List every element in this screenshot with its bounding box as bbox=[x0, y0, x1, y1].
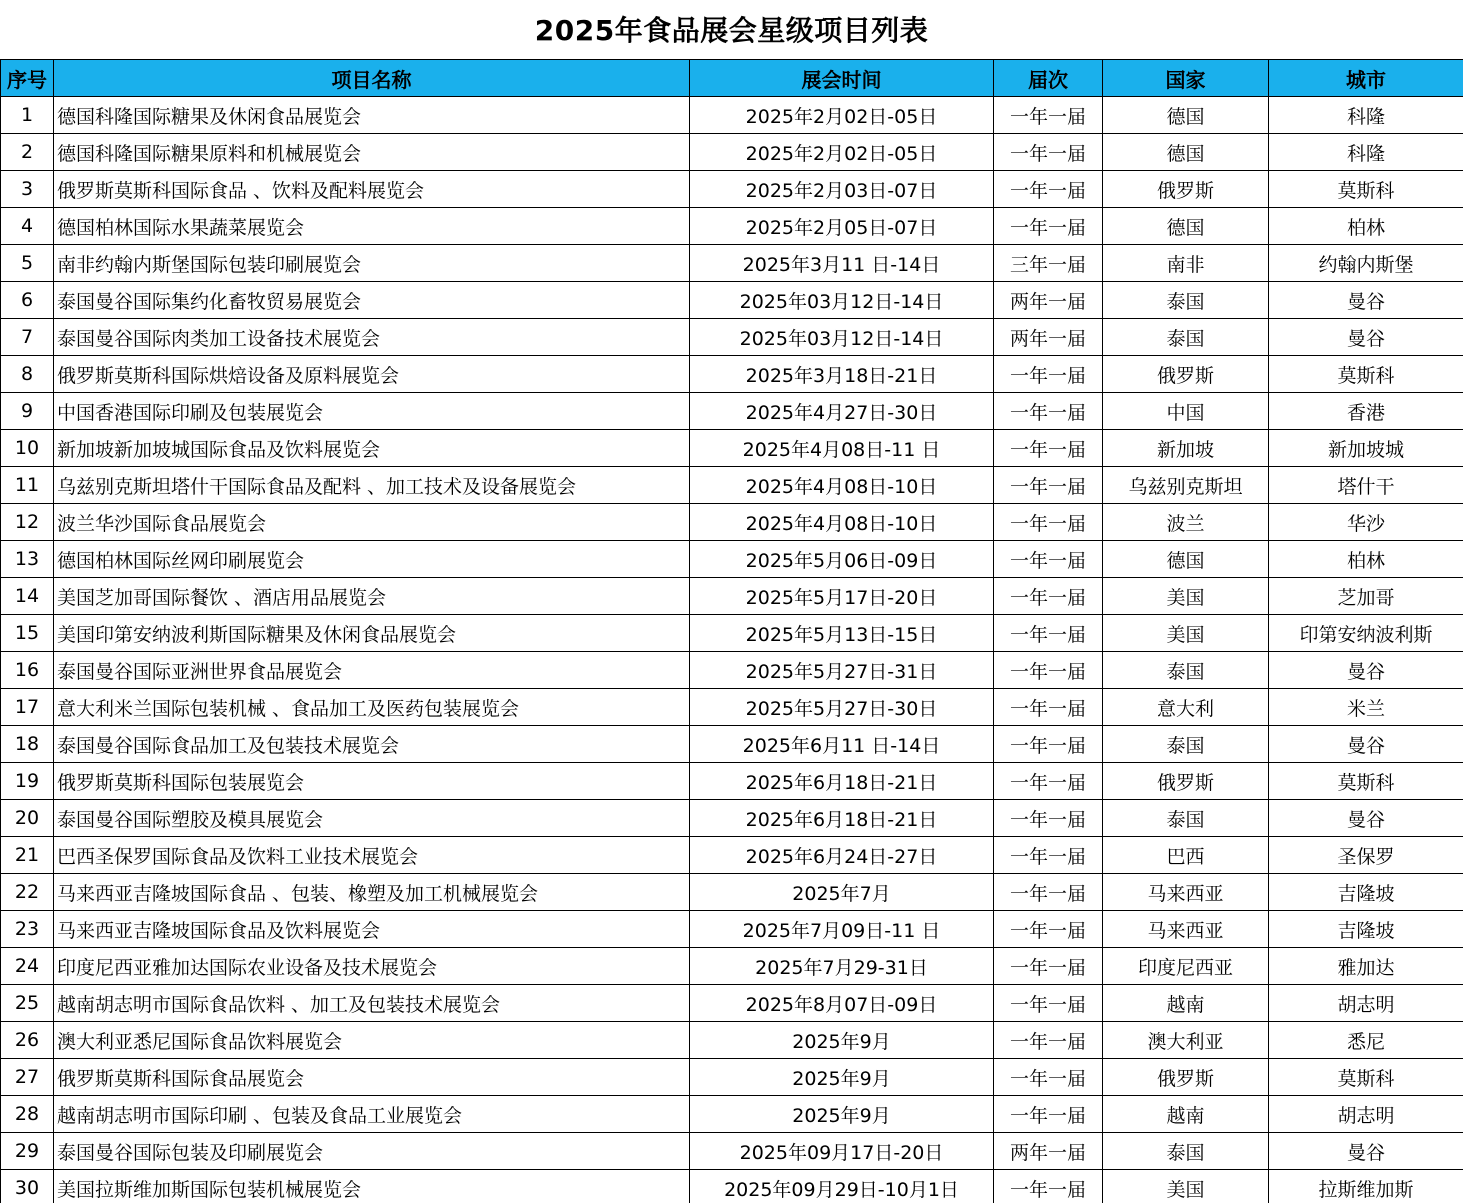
table-row bbox=[1, 1170, 1463, 1203]
cell-country[interactable]: 越南 bbox=[1103, 985, 1269, 1022]
cell-time[interactable]: 2025年2月02日-05日 bbox=[690, 97, 994, 134]
cell-country[interactable]: 马来西亚 bbox=[1103, 874, 1269, 911]
table-row bbox=[1, 245, 1463, 282]
cell-city[interactable]: 柏林 bbox=[1269, 541, 1463, 578]
table-row bbox=[1, 1096, 1463, 1133]
cell-city[interactable]: 悉尼 bbox=[1269, 1022, 1463, 1059]
cell-name[interactable]: 泰国曼谷国际食品加工及包装技术展览会 bbox=[54, 726, 690, 763]
cell-no[interactable]: 7 bbox=[1, 319, 54, 356]
cell-time[interactable]: 2025年5月27日-30日 bbox=[690, 689, 994, 726]
cell-frequency[interactable]: 一年一届 bbox=[994, 393, 1103, 430]
cell-frequency[interactable]: 一年一届 bbox=[994, 541, 1103, 578]
cell-time[interactable]: 2025年3月11 日-14日 bbox=[690, 245, 994, 282]
cell-name[interactable]: 意大利米兰国际包装机械 、食品加工及医药包装展览会 bbox=[54, 689, 690, 726]
table-row bbox=[1, 319, 1463, 356]
cell-name[interactable]: 中国香港国际印刷及包装展览会 bbox=[54, 393, 690, 430]
table-row bbox=[1, 1022, 1463, 1059]
cell-no[interactable]: 12 bbox=[1, 504, 54, 541]
table-row bbox=[1, 356, 1463, 393]
cell-frequency[interactable]: 一年一届 bbox=[994, 726, 1103, 763]
table-row bbox=[1, 911, 1463, 948]
cell-no[interactable]: 6 bbox=[1, 282, 54, 319]
cell-no[interactable]: 16 bbox=[1, 652, 54, 689]
cell-frequency[interactable]: 一年一届 bbox=[994, 208, 1103, 245]
cell-frequency[interactable]: 三年一届 bbox=[994, 245, 1103, 282]
cell-no[interactable]: 18 bbox=[1, 726, 54, 763]
cell-name[interactable]: 巴西圣保罗国际食品及饮料工业技术展览会 bbox=[54, 837, 690, 874]
cell-frequency[interactable]: 两年一届 bbox=[994, 319, 1103, 356]
table-row bbox=[1, 726, 1463, 763]
cell-country[interactable]: 德国 bbox=[1103, 208, 1269, 245]
cell-city[interactable]: 莫斯科 bbox=[1269, 1059, 1463, 1096]
cell-frequency[interactable]: 一年一届 bbox=[994, 911, 1103, 948]
cell-frequency[interactable]: 一年一届 bbox=[994, 356, 1103, 393]
cell-name[interactable]: 新加坡新加坡城国际食品及饮料展览会 bbox=[54, 430, 690, 467]
cell-country[interactable]: 泰国 bbox=[1103, 726, 1269, 763]
cell-no[interactable]: 15 bbox=[1, 615, 54, 652]
table-row bbox=[1, 97, 1463, 134]
cell-no[interactable]: 14 bbox=[1, 578, 54, 615]
cell-country[interactable]: 马来西亚 bbox=[1103, 911, 1269, 948]
cell-time[interactable]: 2025年9月 bbox=[690, 1059, 994, 1096]
cell-name[interactable]: 泰国曼谷国际包装及印刷展览会 bbox=[54, 1133, 690, 1170]
cell-no[interactable]: 19 bbox=[1, 763, 54, 800]
cell-country[interactable]: 泰国 bbox=[1103, 800, 1269, 837]
cell-frequency[interactable]: 一年一届 bbox=[994, 689, 1103, 726]
cell-name[interactable]: 德国科隆国际糖果及休闲食品展览会 bbox=[54, 97, 690, 134]
table-row bbox=[1, 171, 1463, 208]
cell-time[interactable]: 2025年7月 bbox=[690, 874, 994, 911]
cell-city[interactable]: 莫斯科 bbox=[1269, 171, 1463, 208]
cell-city[interactable]: 柏林 bbox=[1269, 208, 1463, 245]
cell-frequency[interactable]: 一年一届 bbox=[994, 763, 1103, 800]
cell-name[interactable]: 印度尼西亚雅加达国际农业设备及技术展览会 bbox=[54, 948, 690, 985]
cell-name[interactable]: 泰国曼谷国际集约化畜牧贸易展览会 bbox=[54, 282, 690, 319]
table-row bbox=[1, 578, 1463, 615]
cell-country[interactable]: 德国 bbox=[1103, 97, 1269, 134]
cell-name[interactable]: 越南胡志明市国际印刷 、包装及食品工业展览会 bbox=[54, 1096, 690, 1133]
cell-time[interactable]: 2025年4月08日-10日 bbox=[690, 467, 994, 504]
cell-frequency[interactable]: 一年一届 bbox=[994, 837, 1103, 874]
cell-name[interactable]: 澳大利亚悉尼国际食品饮料展览会 bbox=[54, 1022, 690, 1059]
cell-city[interactable]: 曼谷 bbox=[1269, 1133, 1463, 1170]
cell-country[interactable]: 泰国 bbox=[1103, 282, 1269, 319]
cell-name[interactable]: 越南胡志明市国际食品饮料 、加工及包装技术展览会 bbox=[54, 985, 690, 1022]
cell-country[interactable]: 俄罗斯 bbox=[1103, 763, 1269, 800]
sheet-title: 2025年食品展会星级项目列表 bbox=[534, 14, 929, 47]
cell-country[interactable]: 德国 bbox=[1103, 134, 1269, 171]
cell-city[interactable]: 新加坡城 bbox=[1269, 430, 1463, 467]
cell-country[interactable]: 泰国 bbox=[1103, 652, 1269, 689]
cell-time[interactable]: 2025年9月 bbox=[690, 1096, 994, 1133]
cell-country[interactable]: 泰国 bbox=[1103, 319, 1269, 356]
cell-country[interactable]: 澳大利亚 bbox=[1103, 1022, 1269, 1059]
cell-no[interactable]: 3 bbox=[1, 171, 54, 208]
cell-country[interactable]: 美国 bbox=[1103, 615, 1269, 652]
cell-no[interactable]: 4 bbox=[1, 208, 54, 245]
cell-no[interactable]: 26 bbox=[1, 1022, 54, 1059]
cell-time[interactable]: 2025年5月06日-09日 bbox=[690, 541, 994, 578]
table-row bbox=[1, 134, 1463, 171]
cell-country[interactable]: 俄罗斯 bbox=[1103, 1059, 1269, 1096]
cell-city[interactable]: 吉隆坡 bbox=[1269, 911, 1463, 948]
cell-frequency[interactable]: 一年一届 bbox=[994, 1096, 1103, 1133]
table-row bbox=[1, 504, 1463, 541]
cell-frequency[interactable]: 一年一届 bbox=[994, 171, 1103, 208]
table-row bbox=[1, 467, 1463, 504]
table-body bbox=[1, 97, 1463, 1203]
cell-name[interactable]: 德国柏林国际丝网印刷展览会 bbox=[54, 541, 690, 578]
cell-city[interactable]: 科隆 bbox=[1269, 97, 1463, 134]
table-row bbox=[1, 837, 1463, 874]
table-row bbox=[1, 985, 1463, 1022]
cell-no[interactable]: 28 bbox=[1, 1096, 54, 1133]
table-row bbox=[1, 874, 1463, 911]
cell-frequency[interactable]: 一年一届 bbox=[994, 652, 1103, 689]
cell-time[interactable]: 2025年4月08日-10日 bbox=[690, 504, 994, 541]
cell-frequency[interactable]: 一年一届 bbox=[994, 430, 1103, 467]
cell-frequency[interactable]: 两年一届 bbox=[994, 282, 1103, 319]
cell-frequency[interactable]: 一年一届 bbox=[994, 874, 1103, 911]
cell-city[interactable]: 莫斯科 bbox=[1269, 356, 1463, 393]
table-row bbox=[1, 541, 1463, 578]
cell-country[interactable]: 俄罗斯 bbox=[1103, 356, 1269, 393]
cell-time[interactable]: 2025年09月17日-20日 bbox=[690, 1133, 994, 1170]
cell-frequency[interactable]: 一年一届 bbox=[994, 1170, 1103, 1203]
cell-name[interactable]: 马来西亚吉隆坡国际食品及饮料展览会 bbox=[54, 911, 690, 948]
cell-frequency[interactable]: 一年一届 bbox=[994, 578, 1103, 615]
cell-time[interactable]: 2025年6月24日-27日 bbox=[690, 837, 994, 874]
cell-frequency[interactable]: 一年一届 bbox=[994, 467, 1103, 504]
cell-city[interactable]: 胡志明 bbox=[1269, 1096, 1463, 1133]
cell-time[interactable]: 2025年03月12日-14日 bbox=[690, 319, 994, 356]
cell-no[interactable]: 23 bbox=[1, 911, 54, 948]
cell-no[interactable]: 25 bbox=[1, 985, 54, 1022]
cell-name[interactable]: 南非约翰内斯堡国际包装印刷展览会 bbox=[54, 245, 690, 282]
cell-no[interactable]: 27 bbox=[1, 1059, 54, 1096]
cell-no[interactable]: 5 bbox=[1, 245, 54, 282]
cell-name[interactable]: 泰国曼谷国际肉类加工设备技术展览会 bbox=[54, 319, 690, 356]
cell-time[interactable]: 2025年7月29-31日 bbox=[690, 948, 994, 985]
cell-no[interactable]: 10 bbox=[1, 430, 54, 467]
cell-city[interactable]: 圣保罗 bbox=[1269, 837, 1463, 874]
cell-city[interactable]: 曼谷 bbox=[1269, 282, 1463, 319]
cell-frequency[interactable]: 一年一届 bbox=[994, 1059, 1103, 1096]
cell-city[interactable]: 华沙 bbox=[1269, 504, 1463, 541]
cell-name[interactable]: 德国科隆国际糖果原料和机械展览会 bbox=[54, 134, 690, 171]
cell-time[interactable]: 2025年03月12日-14日 bbox=[690, 282, 994, 319]
cell-frequency[interactable]: 两年一届 bbox=[994, 1133, 1103, 1170]
cell-no[interactable]: 11 bbox=[1, 467, 54, 504]
cell-country[interactable]: 越南 bbox=[1103, 1096, 1269, 1133]
cell-city[interactable]: 科隆 bbox=[1269, 134, 1463, 171]
table-row bbox=[1, 652, 1463, 689]
cell-frequency[interactable]: 一年一届 bbox=[994, 615, 1103, 652]
cell-city[interactable]: 曼谷 bbox=[1269, 726, 1463, 763]
cell-time[interactable]: 2025年5月27日-31日 bbox=[690, 652, 994, 689]
table-row bbox=[1, 430, 1463, 467]
cell-time[interactable]: 2025年5月17日-20日 bbox=[690, 578, 994, 615]
header-row bbox=[1, 60, 1463, 97]
cell-city[interactable]: 香港 bbox=[1269, 393, 1463, 430]
cell-no[interactable]: 29 bbox=[1, 1133, 54, 1170]
cell-city[interactable]: 曼谷 bbox=[1269, 800, 1463, 837]
cell-country[interactable]: 美国 bbox=[1103, 1170, 1269, 1203]
cell-city[interactable]: 莫斯科 bbox=[1269, 763, 1463, 800]
table-row bbox=[1, 393, 1463, 430]
cell-country[interactable]: 印度尼西亚 bbox=[1103, 948, 1269, 985]
cell-time[interactable]: 2025年7月09日-11 日 bbox=[690, 911, 994, 948]
header-frequency[interactable]: 届次 bbox=[994, 60, 1103, 97]
header-city[interactable]: 城市 bbox=[1269, 60, 1463, 97]
cell-no[interactable]: 9 bbox=[1, 393, 54, 430]
cell-name[interactable]: 乌兹别克斯坦塔什干国际食品及配料 、加工技术及设备展览会 bbox=[54, 467, 690, 504]
cell-time[interactable]: 2025年5月13日-15日 bbox=[690, 615, 994, 652]
cell-country[interactable]: 德国 bbox=[1103, 541, 1269, 578]
header-time[interactable]: 展会时间 bbox=[690, 60, 994, 97]
cell-frequency[interactable]: 一年一届 bbox=[994, 985, 1103, 1022]
cell-country[interactable]: 美国 bbox=[1103, 578, 1269, 615]
cell-country[interactable]: 波兰 bbox=[1103, 504, 1269, 541]
cell-name[interactable]: 俄罗斯莫斯科国际包装展览会 bbox=[54, 763, 690, 800]
cell-name[interactable]: 俄罗斯莫斯科国际烘焙设备及原料展览会 bbox=[54, 356, 690, 393]
cell-time[interactable]: 2025年2月03日-07日 bbox=[690, 171, 994, 208]
cell-name[interactable]: 俄罗斯莫斯科国际食品展览会 bbox=[54, 1059, 690, 1096]
table-row bbox=[1, 800, 1463, 837]
cell-no[interactable]: 30 bbox=[1, 1170, 54, 1203]
cell-time[interactable]: 2025年4月27日-30日 bbox=[690, 393, 994, 430]
table-row bbox=[1, 282, 1463, 319]
cell-country[interactable]: 乌兹别克斯坦 bbox=[1103, 467, 1269, 504]
table-row bbox=[1, 689, 1463, 726]
table-row bbox=[1, 1133, 1463, 1170]
table-row bbox=[1, 1059, 1463, 1096]
cell-name[interactable]: 泰国曼谷国际亚洲世界食品展览会 bbox=[54, 652, 690, 689]
cell-name[interactable]: 波兰华沙国际食品展览会 bbox=[54, 504, 690, 541]
cell-city[interactable]: 芝加哥 bbox=[1269, 578, 1463, 615]
cell-time[interactable]: 2025年8月07日-09日 bbox=[690, 985, 994, 1022]
cell-city[interactable]: 印第安纳波利斯 bbox=[1269, 615, 1463, 652]
cell-time[interactable]: 2025年4月08日-11 日 bbox=[690, 430, 994, 467]
cell-no[interactable]: 17 bbox=[1, 689, 54, 726]
cell-frequency[interactable]: 一年一届 bbox=[994, 800, 1103, 837]
cell-name[interactable]: 美国芝加哥国际餐饮 、酒店用品展览会 bbox=[54, 578, 690, 615]
cell-city[interactable]: 吉隆坡 bbox=[1269, 874, 1463, 911]
cell-no[interactable]: 8 bbox=[1, 356, 54, 393]
cell-country[interactable]: 南非 bbox=[1103, 245, 1269, 282]
cell-no[interactable]: 2 bbox=[1, 134, 54, 171]
cell-country[interactable]: 中国 bbox=[1103, 393, 1269, 430]
cell-city[interactable]: 雅加达 bbox=[1269, 948, 1463, 985]
cell-time[interactable]: 2025年09月29日-10月1日 bbox=[690, 1170, 994, 1203]
cell-name[interactable]: 俄罗斯莫斯科国际食品 、饮料及配料展览会 bbox=[54, 171, 690, 208]
cell-country[interactable]: 意大利 bbox=[1103, 689, 1269, 726]
cell-name[interactable]: 德国柏林国际水果蔬菜展览会 bbox=[54, 208, 690, 245]
cell-no[interactable]: 20 bbox=[1, 800, 54, 837]
cell-name[interactable]: 马来西亚吉隆坡国际食品 、包装、橡塑及加工机械展览会 bbox=[54, 874, 690, 911]
cell-frequency[interactable]: 一年一届 bbox=[994, 504, 1103, 541]
table-row bbox=[1, 615, 1463, 652]
cell-time[interactable]: 2025年6月18日-21日 bbox=[690, 800, 994, 837]
cell-country[interactable]: 巴西 bbox=[1103, 837, 1269, 874]
cell-frequency[interactable]: 一年一届 bbox=[994, 97, 1103, 134]
cell-city[interactable]: 约翰内斯堡 bbox=[1269, 245, 1463, 282]
cell-no[interactable]: 13 bbox=[1, 541, 54, 578]
table-row bbox=[1, 763, 1463, 800]
cell-city[interactable]: 曼谷 bbox=[1269, 319, 1463, 356]
cell-country[interactable]: 新加坡 bbox=[1103, 430, 1269, 467]
cell-time[interactable]: 2025年9月 bbox=[690, 1022, 994, 1059]
cell-name[interactable]: 美国印第安纳波利斯国际糖果及休闲食品展览会 bbox=[54, 615, 690, 652]
table-row bbox=[1, 948, 1463, 985]
cell-time[interactable]: 2025年6月18日-21日 bbox=[690, 763, 994, 800]
cell-time[interactable]: 2025年6月11 日-14日 bbox=[690, 726, 994, 763]
cell-country[interactable]: 俄罗斯 bbox=[1103, 171, 1269, 208]
cell-city[interactable]: 塔什干 bbox=[1269, 467, 1463, 504]
cell-time[interactable]: 2025年2月05日-07日 bbox=[690, 208, 994, 245]
cell-no[interactable]: 22 bbox=[1, 874, 54, 911]
cell-frequency[interactable]: 一年一届 bbox=[994, 948, 1103, 985]
cell-time[interactable]: 2025年3月18日-21日 bbox=[690, 356, 994, 393]
cell-city[interactable]: 曼谷 bbox=[1269, 652, 1463, 689]
exhibition-table bbox=[0, 59, 1463, 1203]
cell-frequency[interactable]: 一年一届 bbox=[994, 134, 1103, 171]
cell-no[interactable]: 21 bbox=[1, 837, 54, 874]
cell-time[interactable]: 2025年2月02日-05日 bbox=[690, 134, 994, 171]
header-country[interactable]: 国家 bbox=[1103, 60, 1269, 97]
header-no[interactable]: 序号 bbox=[1, 60, 54, 97]
cell-country[interactable]: 泰国 bbox=[1103, 1133, 1269, 1170]
cell-city[interactable]: 胡志明 bbox=[1269, 985, 1463, 1022]
table-row bbox=[1, 208, 1463, 245]
cell-name[interactable]: 美国拉斯维加斯国际包装机械展览会 bbox=[54, 1170, 690, 1203]
cell-frequency[interactable]: 一年一届 bbox=[994, 1022, 1103, 1059]
cell-city[interactable]: 拉斯维加斯 bbox=[1269, 1170, 1463, 1203]
cell-city[interactable]: 米兰 bbox=[1269, 689, 1463, 726]
cell-no[interactable]: 24 bbox=[1, 948, 54, 985]
cell-name[interactable]: 泰国曼谷国际塑胶及模具展览会 bbox=[54, 800, 690, 837]
header-name[interactable]: 项目名称 bbox=[54, 60, 690, 97]
cell-no[interactable]: 1 bbox=[1, 97, 54, 134]
